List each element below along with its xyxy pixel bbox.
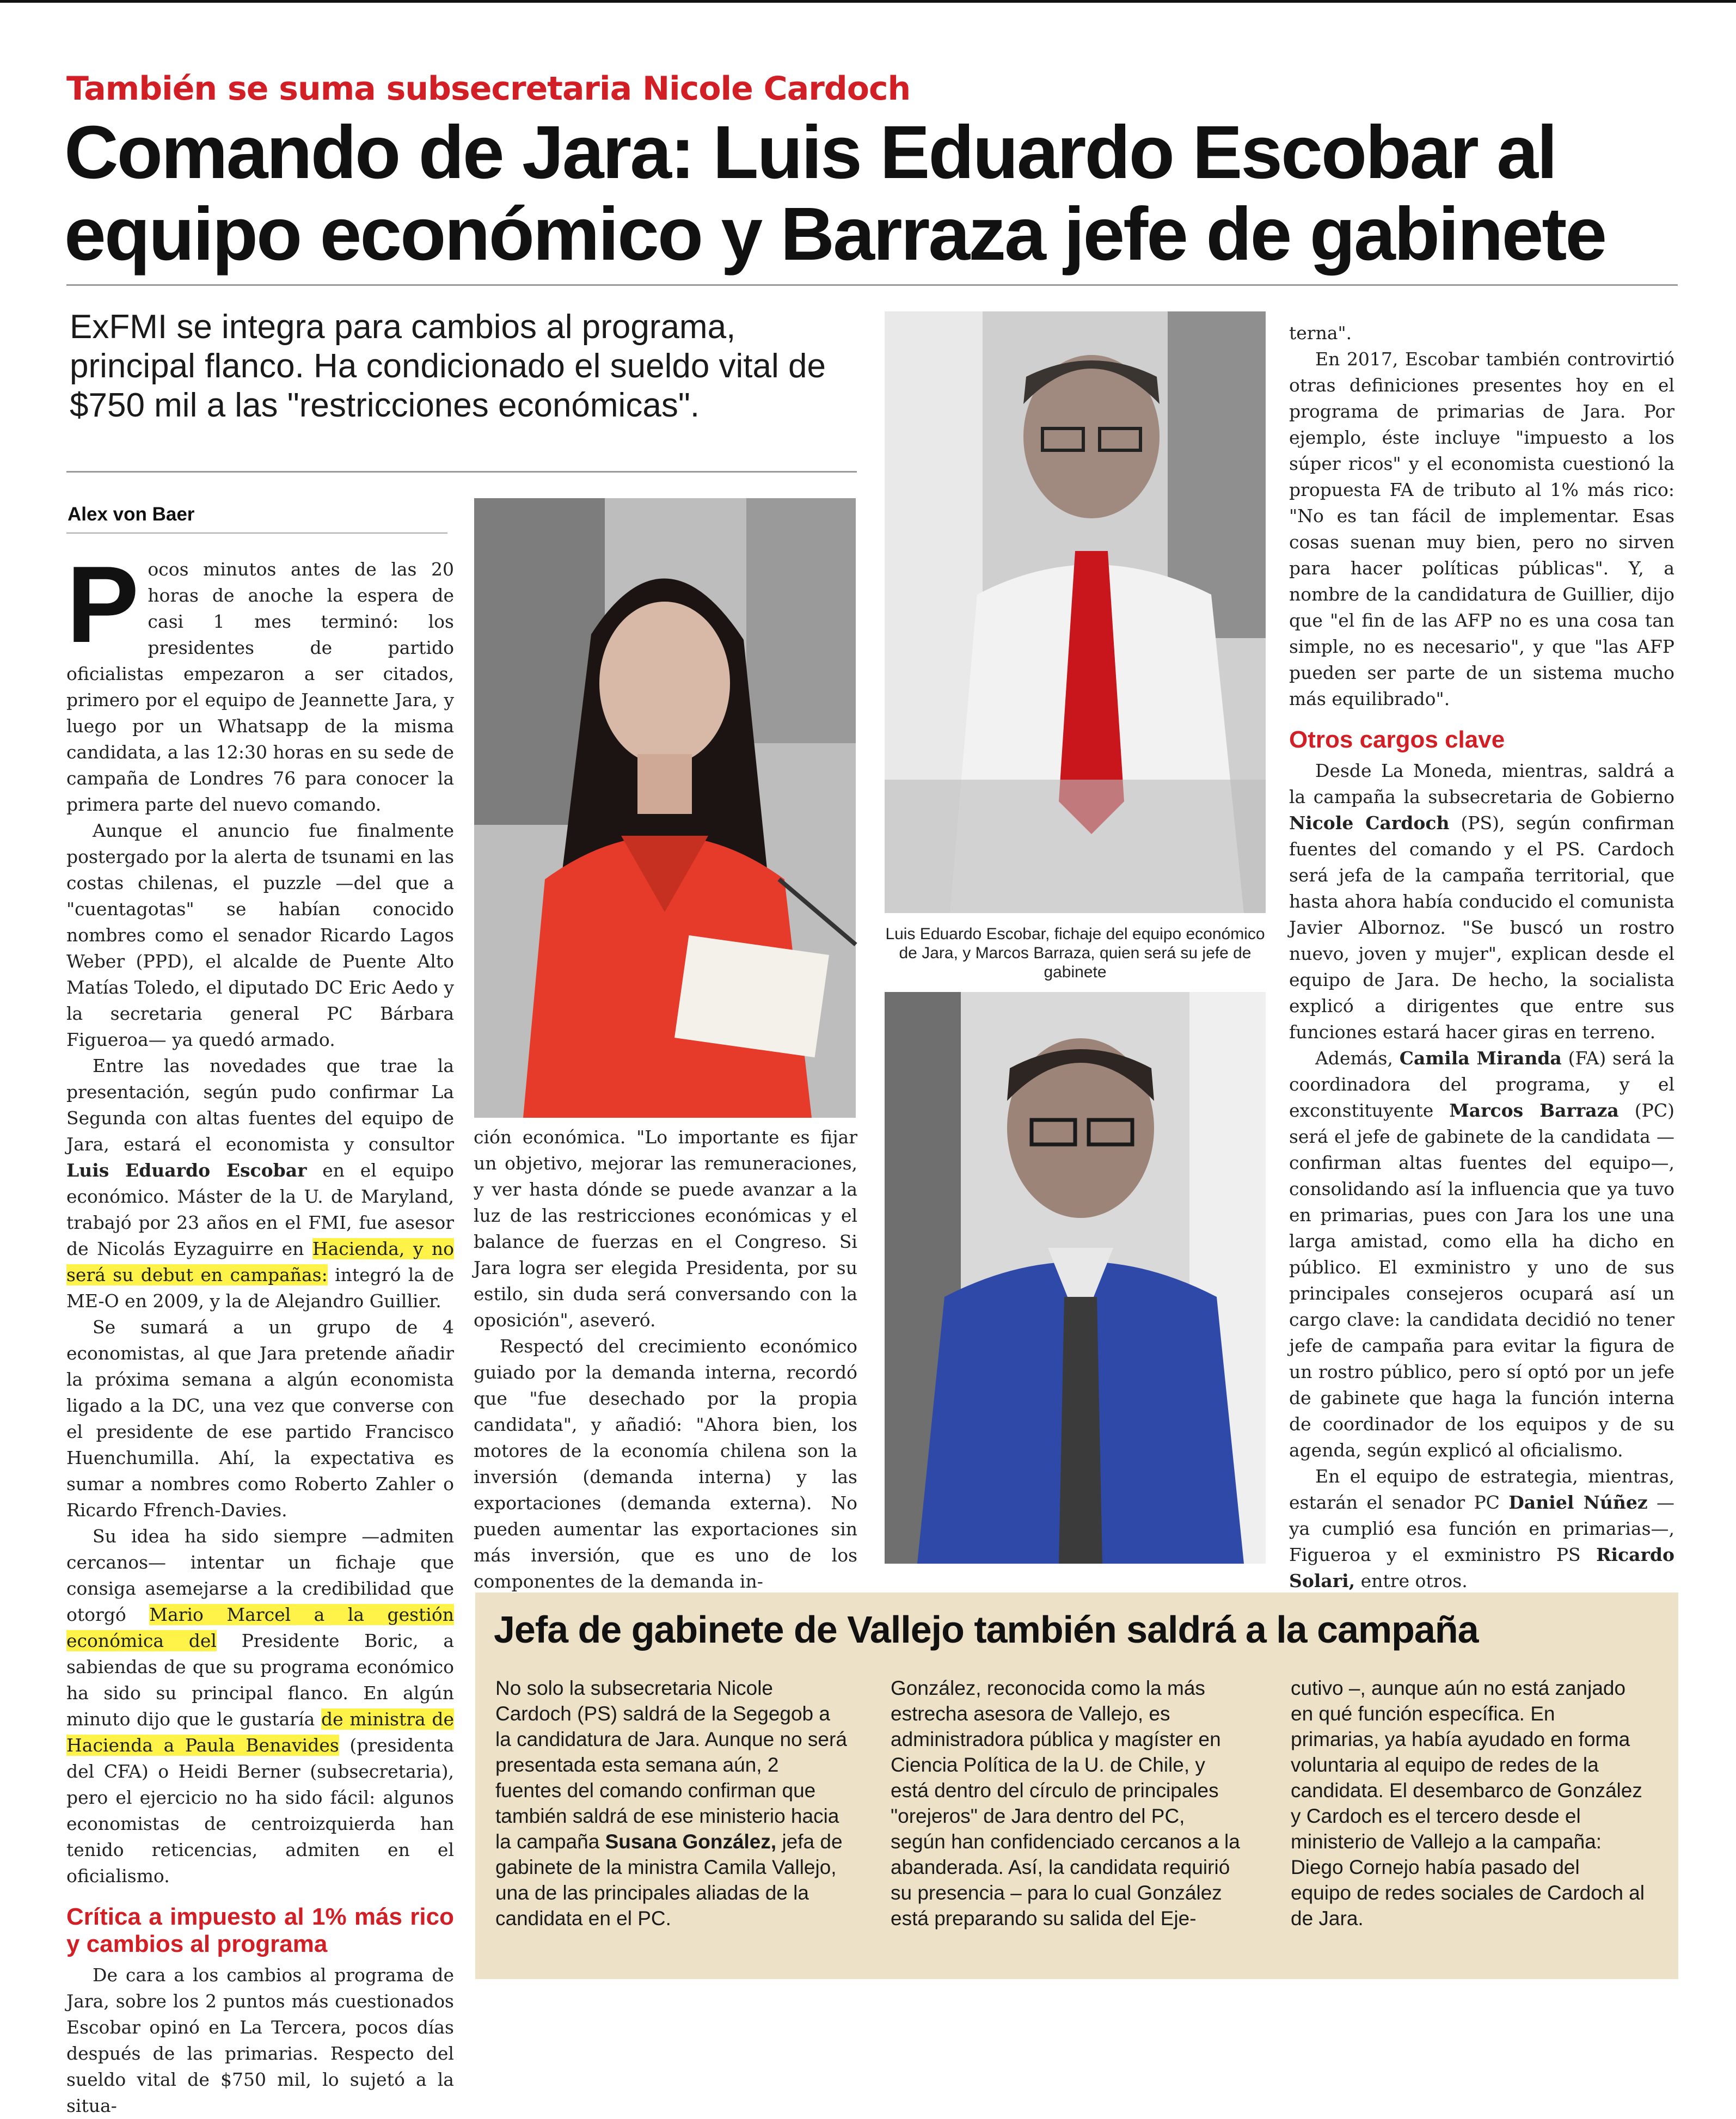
article-column-2 — [474, 1124, 857, 1595]
headline-divider — [66, 284, 1678, 286]
person-name: Marcos Barraza — [1449, 1100, 1619, 1121]
paragraph: ción económica. "Lo importante es fijar un objetivo, mejorar las remuneraciones, y ver hasta dónde se puede avanzar a la luz de las restricciones económicas y el balance de fuerzas en el Congreso. Si Jara logra ser elegida Presidenta, por su estilo, sin duda será conversando con la oposición", aseveró. — [474, 1126, 857, 1331]
paragraph — [1289, 1045, 1674, 1463]
photo-woman-illustration — [474, 498, 856, 1118]
sidebar-column-3: cutivo –, aunque aún no está zanjado en qué función específica. En primarias, ya había ayudado en forma voluntaria al equipo de redes de la candidata. El desembarco de González y Cardoch es el tercero desde el ministerio de Vallejo a la campaña: Diego Cornejo había pasado del equipo de redes sociales de Cardoch al de Jara. — [1291, 1677, 1645, 1930]
deck: ExFMI se integra para cambios al programa, principal flanco. Ha condicionado el sueldo vital de $750 mil a las "restricciones económicas". — [70, 308, 826, 424]
person-name: Nicole Cardoch — [1289, 812, 1450, 834]
paragraph — [66, 1523, 454, 1889]
text-run: Entre las novedades que trae la presentación, según pudo confirmar La Segunda con altas fuentes del equipo de Jara, estará el economista y consultor — [66, 1055, 454, 1155]
text-run: jefa de gabinete de la ministra Camila Vallejo, una de las principales aliadas de la candidata en el PC. — [495, 1830, 843, 1930]
paragraph — [1289, 1463, 1674, 1594]
byline-divider — [66, 532, 447, 534]
text-run: —ya cumplió esa función en primarias—, Figueroa y el exministro PS — [1289, 1492, 1674, 1565]
photo-barraza-illustration — [885, 992, 1266, 1564]
article-column-1 — [66, 544, 455, 2119]
text-run: (PS), según confirman fuentes del comando y el PS. Cardoch será jefa de la campaña territorial, que hasta ahora había conducido el comunista Javier Albornoz. "Se buscó un rostro nuevo, joven y mujer", explican desde el equipo de Jara. De hecho, la socialista explicó a dirigentes que entre sus funciones estará hacer giras en terreno. — [1289, 812, 1674, 1043]
person-name: Susana González, — [605, 1830, 777, 1853]
text-run: integró la de ME-O en 2009, y la de Alejandro Guillier. — [66, 1264, 454, 1312]
paragraph: Aunque el anuncio fue finalmente postergado por la alerta de tsunami en las costas chilenas, el puzzle —del que a "cuentagotas" se habían conocido nombres como el senador Ricardo Lagos Weber (PPD), el alcalde de Puente Alto Matías Toledo, el diputado DC Eric Aedo y la secretaria general PC Bárbara Figueroa— ya quedó armado. — [66, 820, 454, 1050]
highlighted-text: Hacienda, y no será su debut en campañas: — [66, 1238, 454, 1285]
byline: Alex von Baer — [68, 504, 195, 525]
text-run: (FA) será la coordinadora del programa, y el exconstituyente — [1289, 1048, 1674, 1121]
photo-escobar-illustration — [885, 311, 1266, 913]
subheading: Crítica a impuesto al 1% más rico y cambios al programa — [66, 1903, 454, 1957]
person-name: Ricardo Solari, — [1289, 1544, 1674, 1591]
photo-marcos-barraza — [885, 992, 1266, 1564]
text-run: Presidente Boric, a sabiendas de que su programa económico ha sido su principal flanco. En algún minuto dijo que le gustaría — [66, 1630, 454, 1730]
sidebar-title: Jefa de gabinete de Vallejo también saldrá a la campaña — [494, 1608, 1479, 1651]
paragraph: En 2017, Escobar también controvirtió otras definiciones presentes hoy en el programa de primarias de Jara. Por ejemplo, éste incluye "impuesto a los súper ricos" y el economista cuestionó la propuesta FA de tributo al 1% más rico: "No es tan fácil de implementar. Esas cosas suenan muy bien, pero no sirven para hacer políticas públicas". Y, a nombre de la candidatura de Guillier, dijo que "el fin de las AFP no es una cosa tan simple, no es necesario", y que "las AFP pueden ser parte de un sistema mucho más equilibrado". — [1289, 348, 1674, 709]
highlighted-text: de ministra de Hacienda a Paula Benavides — [66, 1708, 455, 1756]
headline: Comando de Jara: Luis Eduardo Escobar al equipo económico y Barraza jefe de gabinete — [64, 111, 1606, 276]
person-name: Daniel Núñez — [1508, 1492, 1648, 1513]
paragraph — [66, 1053, 454, 1314]
paragraph: ocos minutos antes de las 20 horas de anoche la espera de casi 1 mes terminó: los presidentes de partido oficialistas empezaron a ser citados, primero por el equipo de Jeannette Jara, y luego por un Whatsapp de la misma candidata, a las 12:30 horas en su sede de campaña de Londres 76 para conocer la primera parte del nuevo comando. — [66, 559, 454, 815]
kicker: También se suma subsecretaria Nicole Cardoch — [66, 70, 911, 108]
top-rule — [0, 0, 1736, 3]
text-run: No solo la subsecretaria Nicole Cardoch (PS) saldrá de la Segegob a la candidatura de Jara. Aunque no será presentada esta semana aún, 2 fuentes del comando confirman que también saldrá de ese ministerio hacia la campaña — [495, 1677, 847, 1853]
sidebar-column-2: González, reconocida como la más estrecha asesora de Vallejo, es administradora pública y magíster en Ciencia Política de la U. de Chile, y está dentro del círculo de principales "orejeros" de Jara dentro del PC, según han confidenciado cercanos a la abanderada. Así, la candidata requirió su presencia – para lo cual González está preparando su salida del Eje- — [891, 1677, 1240, 1930]
text-run: En el equipo de estrategia, mientras, estarán el senador PC — [1289, 1466, 1674, 1513]
person-name: Luis Eduardo Escobar — [66, 1160, 307, 1181]
text-run: entre otros. — [1355, 1570, 1468, 1591]
photo-caption: Luis Eduardo Escobar, fichaje del equipo económico de Jara, y Marcos Barraza, quien será su jefe de gabinete — [885, 925, 1265, 981]
paragraph: De cara a los cambios al programa de Jara, sobre los 2 puntos más cuestionados Escobar opinó en La Tercera, pocos días después de las primarias. Respecto del sueldo vital de $750 mil, lo sujetó a la situa- — [66, 1964, 454, 2116]
photo-nicole-cardoch — [474, 498, 856, 1118]
text-run: en el equipo económico. Máster de la U. de Maryland, trabajó por 23 años en el FMI, fue asesor de Nicolás Eyzaguirre en — [66, 1160, 454, 1259]
article-column-4 — [1289, 320, 1674, 1594]
person-name: Camila Miranda — [1399, 1048, 1562, 1069]
text-run: Su idea ha sido siempre —admiten cercanos— intentar un fichaje que consiga asemejarse a la credibilidad que otorgó — [66, 1526, 454, 1625]
paragraph: Se sumará a un grupo de 4 economistas, al que Jara pretende añadir la próxima semana a algún economista ligado a la DC, una vez que converse con el presidente de ese partido Francisco Huenchumilla. Ahí, la expectativa es sumar a nombres como Roberto Zahler o Ricardo Ffrench-Davies. — [66, 1316, 454, 1521]
paragraph — [1289, 758, 1674, 1045]
text-run: (presidenta del CFA) o Heidi Berner (subsecretaria), pero el ejercicio no ha sido fácil: algunos economistas de centroizquierda han tenido reticencias, admiten en el oficialismo. — [66, 1735, 454, 1887]
text-run: Desde La Moneda, mientras, saldrá a la campaña la subsecretaria de Gobierno — [1289, 760, 1674, 807]
subheading: Otros cargos clave — [1289, 726, 1505, 753]
text-run: (PC) será el jefe de gabinete de la candidata —confirman altas fuentes del equipo—, consolidando así la influencia que ya tuvo en primarias, pues con Jara los une una larga amistad, como ella ha dicho en público. El exministro y uno de sus principales consejeros ocupará así un cargo clave: la candidata decidió no tener jefe de campaña para evitar la figura de un rostro público, pero sí optó por un jefe de gabinete que haga la función interna de coordinador de los equipos y de su agenda, según explicó al oficialismo. — [1289, 1100, 1674, 1461]
deck-divider — [66, 471, 857, 473]
photo-luis-eduardo-escobar — [885, 311, 1266, 913]
text-run: Además, — [1315, 1048, 1400, 1069]
highlighted-text: Mario Marcel a la gestión económica del — [66, 1604, 454, 1651]
sidebar-column-1 — [495, 1675, 849, 1931]
paragraph: terna". — [1289, 322, 1352, 344]
drop-cap: P — [66, 544, 139, 665]
paragraph: Respectó del crecimiento económico guiado por la demanda interna, recordó que "fue desechado por la propia candidata", y añadió: "Ahora bien, los motores de la economía chilena son la inversión (demanda interna) y las exportaciones (demanda externa). No pueden aumentar las exportaciones sin más inversión, que es uno de los componentes de la demanda in- — [474, 1336, 857, 1592]
